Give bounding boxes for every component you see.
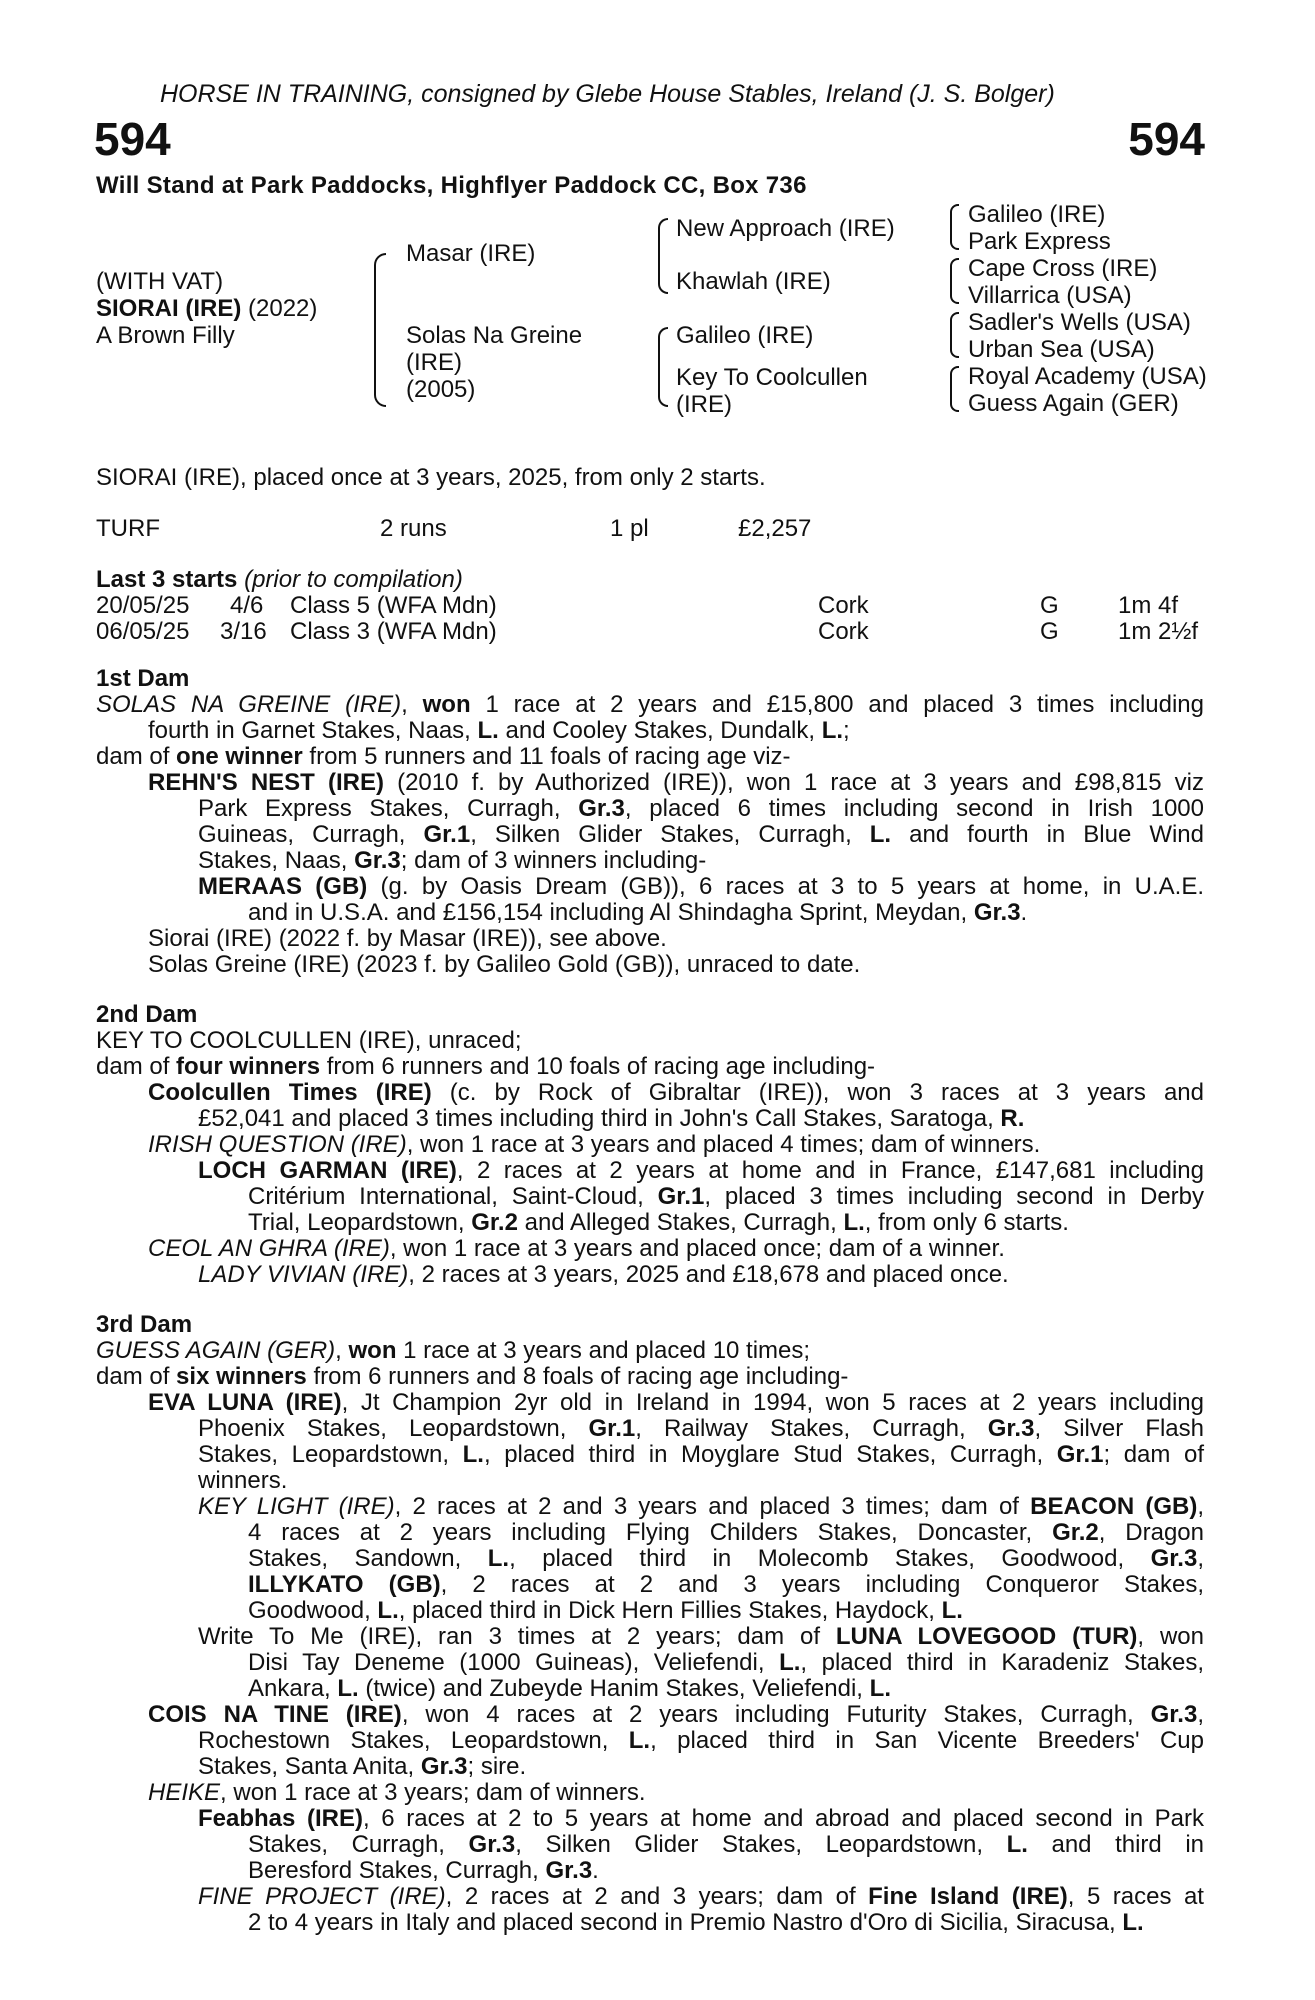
third-dam-line [198, 1416, 1204, 1442]
second-dam-line [248, 1184, 1204, 1210]
progeny-name: Coolcullen Times (IRE) [148, 1079, 432, 1106]
dam-name: GUESS AGAIN (GER) [96, 1337, 336, 1364]
dam-line-2: (IRE) [406, 349, 462, 376]
text: Guineas, Curragh, [198, 821, 424, 848]
progeny-name: ILLYKATO (GB) [248, 1571, 441, 1598]
pedigree-bracket-3b [950, 258, 959, 304]
listed-label: L. [843, 1209, 865, 1236]
dam-dam-line-2: (IRE) [676, 391, 732, 418]
vat-status: (WITH VAT) [96, 268, 224, 295]
start-position: 3/16 [220, 618, 267, 645]
listed-label: L. [477, 717, 499, 744]
dam-name: SOLAS NA GREINE (IRE) [96, 691, 402, 718]
text: , 2 races at 3 years, 2025 and £18,678 and placed once. [408, 1261, 1009, 1288]
text: , placed third in Moyglare Stud Stakes, Curragh, [483, 1441, 1057, 1468]
text: , Silken Glider Stakes, Curragh, [470, 821, 870, 848]
progeny-name: LUNA LOVEGOOD (TUR) [835, 1623, 1138, 1650]
grade-label: Gr.3 [1150, 1545, 1198, 1572]
start-course: Cork [818, 592, 869, 619]
ancestor-8: Guess Again (GER) [968, 390, 1179, 417]
text: (2010 f. by Authorized (IRE)), won 1 race at 3 years and £98,815 viz [383, 769, 1204, 796]
dam-sire: Galileo (IRE) [676, 322, 814, 349]
text: , placed third in Karadeniz Stakes, [800, 1649, 1204, 1676]
listed-label: L. [1006, 1831, 1028, 1858]
second-dam-line [198, 1262, 1204, 1288]
listed-label: L. [462, 1441, 484, 1468]
second-dam-line [198, 1158, 1204, 1184]
second-dam-line: KEY TO COOLCULLEN (IRE), unraced; [96, 1027, 522, 1054]
horse-name: SIORAI (IRE) [96, 295, 242, 322]
first-dam-line [148, 718, 1204, 744]
listed-label: L. [869, 821, 892, 848]
record-surface: TURF [96, 515, 160, 542]
text: , won 1 race at 3 years and placed once; dam of a winner. [389, 1235, 1005, 1262]
progeny-name: KEY LIGHT (IRE) [198, 1493, 395, 1520]
second-dam-line [148, 1132, 1204, 1158]
listed-label: L. [1122, 1909, 1144, 1936]
consignment-line: HORSE IN TRAINING, consigned by Glebe House Stables, Ireland (J. S. Bolger) [160, 80, 1055, 108]
text: , [335, 1337, 349, 1364]
last-starts-title: Last 3 starts [96, 566, 238, 593]
grade-label: Gr.3 [354, 847, 401, 874]
grade-label: Gr.3 [973, 899, 1021, 926]
text: . [1020, 899, 1028, 926]
text: ; sire. [467, 1753, 527, 1780]
third-dam-line [198, 1806, 1204, 1832]
first-dam-line: Solas Greine (IRE) (2023 f. by Galileo Gold (GB)), unraced to date. [148, 951, 861, 978]
grade-label: Gr.3 [578, 795, 625, 822]
text: , won 1 race at 3 years; dam of winners. [220, 1779, 646, 1806]
progeny-name: COIS NA TINE (IRE) [148, 1701, 402, 1728]
third-dam-line: winners. [198, 1467, 288, 1494]
ancestor-2: Park Express [968, 228, 1111, 255]
text: (g. by Oasis Dream (GB)), 6 races at 3 to 5 years at home, in U.A.E. [367, 873, 1205, 900]
third-dam-line [198, 1754, 1204, 1780]
grade-label: Gr.3 [420, 1753, 468, 1780]
stand-location: Will Stand at Park Paddocks, Highflyer Paddock CC, Box 736 [96, 172, 807, 199]
first-dam-heading: 1st Dam [96, 665, 190, 692]
progeny-name: BEACON (GB) [1030, 1493, 1198, 1520]
text: and in U.S.A. and £156,154 including Al Shindagha Sprint, Meydan, [248, 899, 974, 926]
ancestor-6: Urban Sea (USA) [968, 336, 1155, 363]
text: Goodwood, [248, 1597, 378, 1624]
text: from 6 runners and 10 foals of racing age including- [320, 1053, 876, 1080]
text: , Railway Stakes, Curragh, [635, 1415, 988, 1442]
progeny-name: LOCH GARMAN (IRE) [198, 1157, 457, 1184]
grade-label: Gr.1 [1056, 1441, 1104, 1468]
third-dam-line [96, 1338, 1204, 1364]
text: (twice) and Zubeyde Hanim Stakes, Veliefendi, [358, 1675, 870, 1702]
text: (c. by Rock of Gibraltar (IRE)), won 3 races at 3 years and [431, 1079, 1204, 1106]
second-dam-line [198, 1106, 1204, 1132]
third-dam-line [198, 1494, 1204, 1520]
text: 1 race at 3 years and placed 10 times; [396, 1337, 811, 1364]
text: , Dragon [1098, 1519, 1204, 1546]
start-distance: 1m 2½f [1118, 618, 1199, 645]
second-dam-line [148, 1080, 1204, 1106]
third-dam-line [198, 1442, 1204, 1468]
text: , won 1 race at 3 years and placed 4 times; dam of winners. [406, 1131, 1041, 1158]
text: fourth in Garnet Stakes, Naas, [148, 717, 478, 744]
listed-label: L. [869, 1675, 891, 1702]
text: , placed 3 times including second in Derby [704, 1183, 1205, 1210]
restricted-label: R. [1000, 1105, 1025, 1132]
last-starts-heading [96, 566, 463, 594]
listed-label: L. [487, 1545, 510, 1572]
start-date: 20/05/25 [96, 592, 190, 619]
text: dam of [96, 1363, 177, 1390]
record-earnings: £2,257 [738, 515, 812, 542]
third-dam-line [248, 1910, 1204, 1936]
progeny-name: EVA LUNA (IRE) [148, 1389, 342, 1416]
text: from 6 runners and 8 foals of racing age including- [306, 1363, 849, 1390]
record-runs: 2 runs [380, 515, 447, 542]
horse-description: A Brown Filly [96, 322, 235, 349]
pedigree-bracket-3c [950, 312, 959, 358]
text: , 2 races at 2 and 3 years and placed 3 times; dam of [394, 1493, 1031, 1520]
text: , 6 races at 2 to 5 years at home and abroad and placed second in Park [362, 1805, 1205, 1832]
text: , placed third in Molecomb Stakes, Goodwood, [509, 1545, 1151, 1572]
text: £52,041 and placed 3 times including third in John's Call Stakes, Saratoga, [198, 1105, 1001, 1132]
first-dam-line [248, 900, 1204, 926]
dam-line-1: Solas Na Greine [406, 322, 583, 349]
grade-label: Gr.2 [1052, 1519, 1099, 1546]
won-label: won [422, 691, 471, 718]
grade-label: Gr.2 [471, 1209, 518, 1236]
pedigree-bracket-3d [950, 366, 959, 412]
second-dam-line [96, 1054, 1204, 1080]
second-dam-heading: 2nd Dam [96, 1001, 198, 1028]
third-dam-line [248, 1598, 1204, 1624]
third-dam-line [96, 1364, 1204, 1390]
dam-dam-line-1: Key To Coolcullen [676, 364, 868, 391]
text: 2 to 4 years in Italy and placed second in Premio Nastro d'Oro di Sicilia, Siracusa, [248, 1909, 1123, 1936]
start-going: G [1040, 592, 1059, 619]
start-position: 4/6 [230, 592, 264, 619]
third-dam-line [248, 1676, 1204, 1702]
text: from 5 runners and 11 foals of racing age viz- [302, 743, 791, 770]
second-dam-line [248, 1210, 1204, 1236]
ancestor-7: Royal Academy (USA) [968, 363, 1207, 390]
text: , placed third in San Vicente Breeders' Cup [650, 1727, 1204, 1754]
third-dam-line [248, 1650, 1204, 1676]
progeny-name: CEOL AN GHRA (IRE) [148, 1235, 390, 1262]
grade-label: Gr.3 [1150, 1701, 1198, 1728]
text: Beresford Stakes, Curragh, [248, 1857, 546, 1884]
first-dam-line [96, 744, 1204, 770]
text: Disi Tay Deneme (1000 Guineas), Veliefendi, [248, 1649, 780, 1676]
second-dam-line [148, 1236, 1204, 1262]
text: , won 4 races at 2 years including Futurity Stakes, Curragh, [401, 1701, 1151, 1728]
first-dam-line [198, 874, 1204, 900]
race-summary: SIORAI (IRE), placed once at 3 years, 2025, from only 2 starts. [96, 464, 766, 491]
text: , placed third in Dick Hern Fillies Stakes, Haydock, [398, 1597, 942, 1624]
text: Ankara, [248, 1675, 338, 1702]
first-dam-line [198, 822, 1204, 848]
winners-count: six winners [176, 1363, 307, 1390]
text: and fourth in Blue Wind [891, 821, 1204, 848]
text: and third in [1027, 1831, 1205, 1858]
text: , [401, 691, 423, 718]
first-dam-line [148, 770, 1204, 796]
progeny-name: HEIKE [148, 1779, 221, 1806]
text: Write To Me (IRE), ran 3 times at 2 years; dam of [198, 1623, 836, 1650]
third-dam-line [148, 1780, 1204, 1806]
third-dam-line [248, 1858, 1204, 1884]
text: , 2 races at 2 and 3 years including Conqueror Stakes, [440, 1571, 1204, 1598]
text: , Jt Champion 2yr old in Ireland in 1994, won 5 races at 2 years including [341, 1389, 1204, 1416]
text: , 2 races at 2 years at home and in France, £147,681 including [456, 1157, 1204, 1184]
text: , [1197, 1545, 1204, 1572]
pedigree-bracket-3a [950, 204, 959, 250]
third-dam-line [148, 1390, 1204, 1416]
third-dam-line [248, 1832, 1204, 1858]
grade-label: Gr.3 [468, 1831, 516, 1858]
progeny-name: MERAAS (GB) [198, 873, 368, 900]
won-label: won [348, 1337, 397, 1364]
text: Rochestown Stakes, Leopardstown, [198, 1727, 629, 1754]
text: , 2 races at 2 and 3 years; dam of [445, 1883, 869, 1910]
ancestor-4: Villarrica (USA) [968, 282, 1132, 309]
grade-label: Gr.3 [987, 1415, 1035, 1442]
text: Stakes, Curragh, [248, 1831, 469, 1858]
text: , won [1137, 1623, 1204, 1650]
first-dam-line [96, 692, 1204, 718]
text: Stakes, Leopardstown, [198, 1441, 463, 1468]
first-dam-line [198, 796, 1204, 822]
listed-label: L. [779, 1649, 801, 1676]
first-dam-line [198, 848, 1204, 874]
third-dam-heading: 3rd Dam [96, 1311, 193, 1338]
text: , 5 races at [1067, 1883, 1204, 1910]
start-race: Class 5 (WFA Mdn) [290, 592, 497, 619]
start-date: 06/05/25 [96, 618, 190, 645]
text: Critérium International, Saint-Cloud, [248, 1183, 658, 1210]
listed-label: L. [941, 1597, 963, 1624]
progeny-name: LADY VIVIAN (IRE) [198, 1261, 409, 1288]
text: ; [843, 717, 850, 744]
sire: Masar (IRE) [406, 240, 536, 267]
third-dam-line [248, 1572, 1204, 1598]
text: , [1197, 1493, 1204, 1520]
lot-number-right: 594 [1128, 113, 1205, 165]
third-dam-line [248, 1520, 1204, 1546]
text: , Silver Flash [1034, 1415, 1205, 1442]
pedigree-bracket-2b [658, 327, 668, 407]
winners-count: one winner [176, 743, 303, 770]
listed-label: L. [821, 717, 844, 744]
text: dam of [96, 1053, 177, 1080]
last-starts-note: (prior to compilation) [237, 566, 463, 593]
text: and Alleged Stakes, Curragh, [517, 1209, 844, 1236]
text: . [592, 1857, 599, 1884]
listed-label: L. [628, 1727, 651, 1754]
pedigree-bracket-2a [658, 218, 668, 294]
grade-label: Gr.1 [588, 1415, 636, 1442]
first-dam-line: Siorai (IRE) (2022 f. by Masar (IRE)), see above. [148, 925, 667, 952]
text: , from only 6 starts. [864, 1209, 1069, 1236]
start-course: Cork [818, 618, 869, 645]
text: Park Express Stakes, Curragh, [198, 795, 579, 822]
third-dam-line [248, 1546, 1204, 1572]
grade-label: Gr.3 [545, 1857, 593, 1884]
listed-label: L. [337, 1675, 359, 1702]
text: Stakes, Santa Anita, [198, 1753, 421, 1780]
start-race: Class 3 (WFA Mdn) [290, 618, 497, 645]
text: Phoenix Stakes, Leopardstown, [198, 1415, 589, 1442]
ancestor-1: Galileo (IRE) [968, 201, 1106, 228]
text: ; dam of [1103, 1441, 1204, 1468]
record-placings: 1 pl [610, 515, 649, 542]
progeny-name: Feabhas (IRE) [198, 1805, 363, 1832]
ancestor-3: Cape Cross (IRE) [968, 255, 1158, 282]
text: 1 race at 2 years and £15,800 and placed 3 times including [470, 691, 1204, 718]
sire-sire: New Approach (IRE) [676, 215, 895, 242]
text: , Silken Glider Stakes, Leopardstown, [515, 1831, 1007, 1858]
start-distance: 1m 4f [1118, 592, 1179, 619]
text: , placed 6 times including second in Irish 1000 [624, 795, 1204, 822]
progeny-name: Fine Island (IRE) [868, 1883, 1068, 1910]
sire-dam: Khawlah (IRE) [676, 268, 831, 295]
text: dam of [96, 743, 177, 770]
pedigree-bracket-1 [374, 253, 386, 407]
grade-label: Gr.1 [423, 821, 471, 848]
horse-name-line [96, 295, 317, 322]
third-dam-line [198, 1728, 1204, 1754]
third-dam-line [198, 1624, 1204, 1650]
lot-number-left: 594 [94, 113, 171, 165]
grade-label: Gr.1 [657, 1183, 705, 1210]
horse-year: (2022) [241, 295, 318, 322]
text: Stakes, Naas, [198, 847, 355, 874]
start-going: G [1040, 618, 1059, 645]
dam-line-3: (2005) [406, 376, 476, 403]
progeny-name: REHN'S NEST (IRE) [148, 769, 384, 796]
third-dam-line [148, 1702, 1204, 1728]
text: Stakes, Sandown, [248, 1545, 488, 1572]
text: , [1197, 1701, 1204, 1728]
text: ; dam of 3 winners including- [400, 847, 707, 874]
third-dam-line [198, 1884, 1204, 1910]
ancestor-5: Sadler's Wells (USA) [968, 309, 1191, 336]
listed-label: L. [377, 1597, 399, 1624]
progeny-name: IRISH QUESTION (IRE) [148, 1131, 407, 1158]
text: 4 races at 2 years including Flying Childers Stakes, Doncaster, [248, 1519, 1053, 1546]
winners-count: four winners [176, 1053, 321, 1080]
text: and Cooley Stakes, Dundalk, [498, 717, 822, 744]
text: Trial, Leopardstown, [248, 1209, 472, 1236]
progeny-name: FINE PROJECT (IRE) [198, 1883, 446, 1910]
